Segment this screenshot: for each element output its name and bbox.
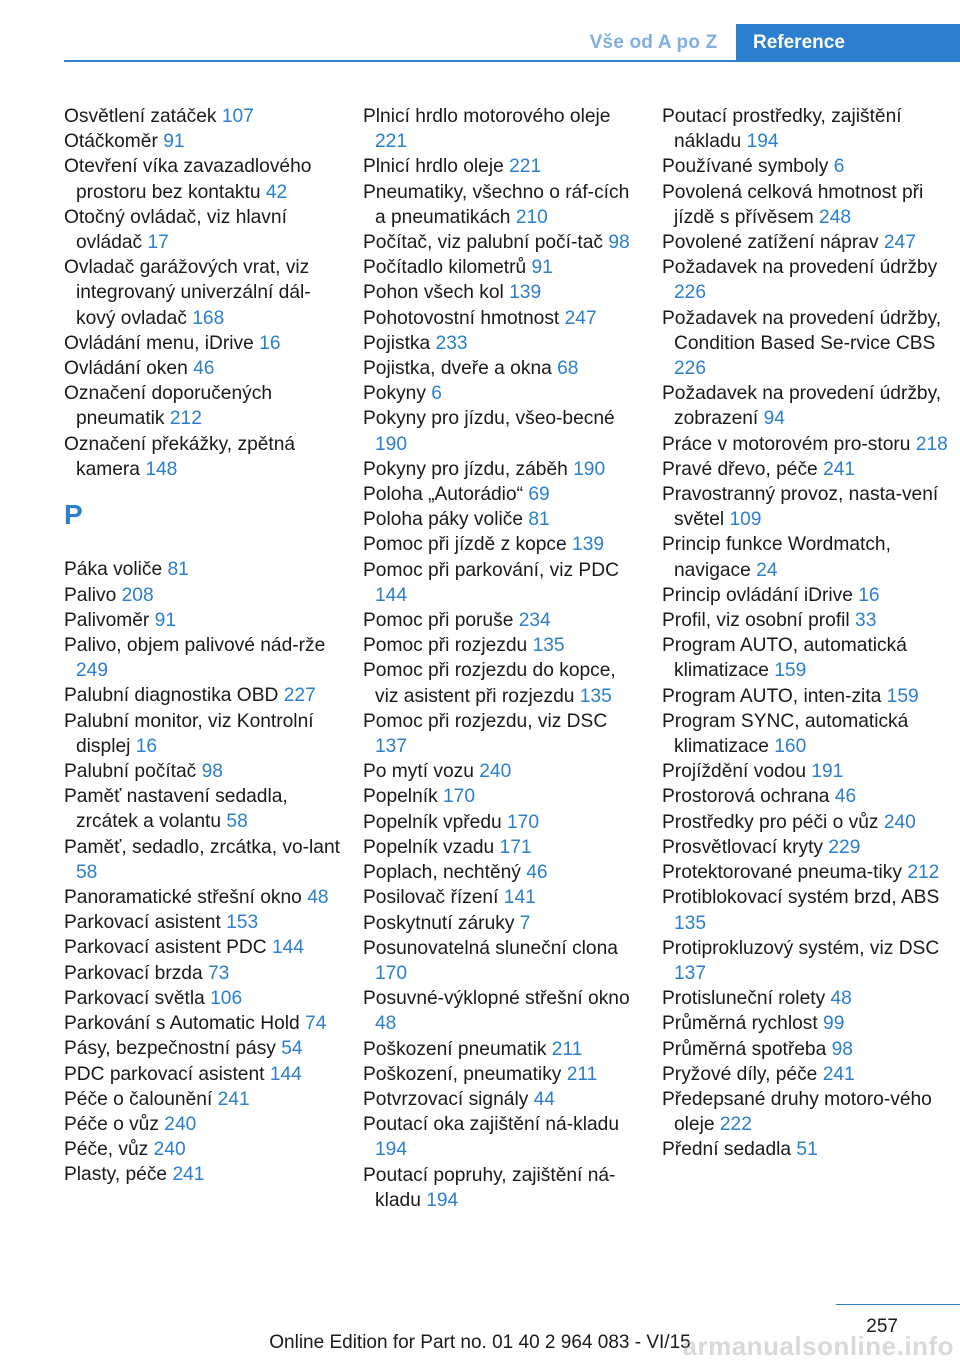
- index-term: Parkovací asistent PDC: [64, 937, 267, 959]
- index-term: Poškození pneumatik: [363, 1038, 547, 1060]
- index-entry: [363, 759, 643, 784]
- index-entry: [64, 154, 344, 204]
- index-column-2: [363, 104, 643, 1213]
- page-reference-link[interactable]: 221: [375, 131, 408, 153]
- page-reference-link[interactable]: 194: [746, 131, 779, 153]
- page-reference-link[interactable]: 91: [163, 131, 185, 153]
- index-term: Průměrná rychlost: [662, 1013, 818, 1035]
- index-entry: [662, 1011, 952, 1036]
- index-entry: [64, 1087, 344, 1112]
- page-reference-link[interactable]: 135: [579, 685, 612, 707]
- page-reference-link[interactable]: 16: [858, 584, 880, 606]
- page-reference-link[interactable]: 190: [573, 458, 606, 480]
- index-entry: [662, 230, 952, 255]
- footer-edition: Online Edition for Part no. 01 40 2 964 083 - VI/15: [269, 1332, 691, 1353]
- page-reference-link[interactable]: 141: [503, 887, 536, 909]
- index-term: Pomoc při rozjezdu do kopce, viz asistent při rozjezdu: [363, 660, 616, 707]
- index-term: Pokyny: [363, 383, 426, 405]
- index-term: Potvrzovací signály: [363, 1088, 529, 1110]
- index-term: Používané symboly: [662, 156, 829, 178]
- index-term: Ovládání menu, iDrive: [64, 332, 254, 354]
- index-entry: [363, 457, 643, 482]
- page-reference-link[interactable]: 58: [226, 811, 248, 833]
- page-reference-link[interactable]: 159: [774, 660, 807, 682]
- index-term: Otočný ovládač, viz hlavní ovládač: [64, 206, 287, 254]
- page-reference-link[interactable]: 247: [883, 232, 916, 254]
- index-entry: [64, 961, 344, 986]
- index-entry: [363, 911, 643, 936]
- page-reference-link[interactable]: 54: [281, 1038, 303, 1060]
- index-term: Pravé dřevo, péče: [662, 458, 818, 480]
- index-term: Projíždění vodou: [662, 761, 806, 783]
- index-term: Požadavek na provedení údržby, Condition Based Se‐rvice CBS: [662, 307, 942, 354]
- index-term: Posilovač řízení: [363, 887, 499, 909]
- index-entry: [64, 557, 344, 582]
- watermark: armanualsonline.info: [682, 1331, 954, 1361]
- index-entry: [363, 936, 643, 986]
- page-reference-link[interactable]: 94: [763, 408, 785, 430]
- index-term: Princip funkce Wordmatch, navigace: [662, 534, 891, 581]
- index-entry: [363, 255, 643, 280]
- index-term: Poloha páky voliče: [363, 509, 523, 531]
- index-term: Pryžové díly, péče: [662, 1063, 818, 1085]
- index-term: Pokyny pro jízdu, záběh: [363, 458, 568, 480]
- page-reference-link[interactable]: 135: [674, 912, 707, 934]
- page-reference-link[interactable]: 171: [499, 836, 532, 858]
- index-entry: [363, 784, 643, 809]
- index-term: Parkovací světla: [64, 987, 205, 1009]
- page-reference-link[interactable]: 170: [507, 811, 540, 833]
- index-entry: [363, 986, 643, 1036]
- index-term: Povolená celková hmotnost při jízdě s přívěsem: [662, 181, 924, 228]
- index-entry: [662, 835, 952, 860]
- page-reference-link[interactable]: 48: [307, 887, 329, 909]
- page-reference-link[interactable]: 98: [608, 232, 630, 254]
- index-entry: [363, 860, 643, 885]
- footer-rule: [836, 1304, 960, 1305]
- index-entry: [363, 885, 643, 910]
- index-term: Protisluneční rolety: [662, 988, 826, 1010]
- index-term: Pomoc při poruše: [363, 610, 514, 632]
- page-reference-link[interactable]: 241: [822, 1063, 855, 1085]
- index-term: Péče o čalounění: [64, 1088, 213, 1110]
- index-term: Popelník: [363, 786, 438, 808]
- page-reference-link[interactable]: 240: [883, 811, 916, 833]
- index-term: Pomoc při jízdě z kopce: [363, 534, 567, 556]
- page-reference-link[interactable]: 6: [431, 383, 442, 405]
- index-term: Pohotovostní hmotnost: [363, 307, 560, 329]
- index-term: Pomoc při rozjezdu: [363, 635, 528, 657]
- page-reference-link[interactable]: 240: [479, 761, 512, 783]
- index-term: Profil, viz osobní profil: [662, 610, 850, 632]
- index-term: Palivo: [64, 584, 117, 606]
- page-reference-link[interactable]: 51: [796, 1139, 818, 1161]
- page-reference-link[interactable]: 249: [76, 660, 109, 682]
- index-term: Pneumatiky, všechno o ráf‐cích a pneumatikách: [363, 181, 630, 228]
- page-reference-link[interactable]: 148: [145, 458, 178, 480]
- page-reference-link[interactable]: 218: [915, 433, 948, 455]
- index-entry: [363, 658, 643, 708]
- page-reference-link[interactable]: 135: [532, 635, 565, 657]
- index-term: Po mytí vozu: [363, 761, 474, 783]
- page-reference-link[interactable]: 226: [674, 358, 707, 380]
- index-term: Prostorová ochrana: [662, 786, 830, 808]
- index-term: Ovládání oken: [64, 358, 188, 380]
- page-reference-link[interactable]: 144: [375, 584, 408, 606]
- index-entry: [662, 457, 952, 482]
- index-entry: [363, 1062, 643, 1087]
- index-entry: [662, 784, 952, 809]
- page-reference-link[interactable]: 191: [811, 761, 844, 783]
- index-term: Pokyny pro jízdu, všeo‐becné: [363, 408, 615, 430]
- page-reference-link[interactable]: 81: [167, 559, 189, 581]
- index-column-3: [662, 104, 952, 1163]
- page-reference-link[interactable]: 241: [172, 1164, 205, 1186]
- page-reference-link[interactable]: 170: [375, 962, 408, 984]
- page-reference-link[interactable]: 139: [572, 534, 605, 556]
- index-term: Palubní diagnostika OBD: [64, 685, 279, 707]
- page-reference-link[interactable]: 240: [153, 1139, 186, 1161]
- page-reference-link[interactable]: 16: [259, 332, 281, 354]
- index-term: Péče, vůz: [64, 1139, 149, 1161]
- index-entry: [662, 306, 952, 382]
- page-reference-link[interactable]: 33: [855, 610, 877, 632]
- page-reference-link[interactable]: 137: [375, 736, 408, 758]
- page-reference-link[interactable]: 17: [147, 232, 169, 254]
- index-term: Paměť nastavení sedadla, zrcátek a volantu: [64, 786, 288, 833]
- index-entry: [662, 104, 952, 154]
- index-entry: [64, 255, 344, 331]
- index-entry: [363, 608, 643, 633]
- page-reference-link[interactable]: 170: [443, 786, 476, 808]
- index-entry: [662, 432, 952, 457]
- index-entry: [662, 1062, 952, 1087]
- page-reference-link[interactable]: 7: [519, 912, 531, 934]
- page-reference-link[interactable]: 241: [823, 458, 856, 480]
- index-term: Pomoc při rozjezdu, viz DSC: [363, 710, 608, 732]
- index-entry: [662, 583, 952, 608]
- page-reference-link[interactable]: 46: [193, 358, 215, 380]
- index-entry: [363, 104, 643, 154]
- index-entry: [662, 684, 952, 709]
- index-entry: [64, 1112, 344, 1137]
- index-term: Parkování s Automatic Hold: [64, 1013, 300, 1035]
- index-term: Palubní monitor, viz Kontrolní displej: [64, 710, 314, 757]
- page-reference-link[interactable]: 211: [551, 1038, 583, 1060]
- page-reference-link[interactable]: 144: [269, 1063, 302, 1085]
- index-term: Program AUTO, automatická klimatizace: [662, 635, 907, 682]
- index-entry: [363, 154, 643, 179]
- index-term: Protiprokluzový systém, viz DSC: [662, 937, 940, 959]
- index-entry: [662, 482, 952, 532]
- index-entry: [64, 1137, 344, 1162]
- index-entry: [662, 255, 952, 305]
- page-reference-link[interactable]: 212: [169, 408, 202, 430]
- page-reference-link[interactable]: 240: [164, 1113, 197, 1135]
- page-reference-link[interactable]: 153: [226, 912, 259, 934]
- index-entry: [363, 507, 643, 532]
- index-term: Plnicí hrdlo motorového oleje: [363, 106, 611, 127]
- page-reference-link[interactable]: 107: [221, 106, 254, 127]
- index-entry: [662, 381, 952, 431]
- index-entry: [662, 810, 952, 835]
- page-reference-link[interactable]: 160: [774, 736, 807, 758]
- index-term: Počítadlo kilometrů: [363, 257, 527, 279]
- page-reference-link[interactable]: 248: [819, 206, 852, 228]
- page-reference-link[interactable]: 91: [154, 609, 176, 631]
- index-term: Princip ovládání iDrive: [662, 584, 853, 606]
- page-reference-link[interactable]: 6: [833, 156, 845, 178]
- page-reference-link[interactable]: 210: [515, 206, 548, 228]
- index-term: Panoramatické střešní okno: [64, 887, 302, 909]
- page-reference-link[interactable]: 74: [305, 1013, 327, 1035]
- index-entry: [64, 885, 344, 910]
- index-entry: [363, 306, 643, 331]
- index-entry: [64, 986, 344, 1011]
- page-reference-link[interactable]: 24: [756, 559, 778, 581]
- index-term: Počítač, viz palubní počí‐tač: [363, 232, 603, 254]
- index-entry: [64, 104, 344, 129]
- index-term: Parkovací asistent: [64, 912, 221, 934]
- index-entry: [64, 381, 344, 431]
- index-term: Palivo, objem palivové nád‐rže: [64, 635, 326, 657]
- index-entry: [363, 1112, 643, 1162]
- index-term: Pásy, bezpečnostní pásy: [64, 1038, 276, 1060]
- index-term: Pohon všech kol: [363, 282, 504, 304]
- page-reference-link[interactable]: 81: [528, 509, 550, 531]
- index-term: Osvětlení zatáček: [64, 106, 217, 127]
- index-term: Označení doporučených pneumatik: [64, 383, 272, 430]
- index-entry: [363, 331, 643, 356]
- index-entry: [363, 180, 643, 230]
- index-term: Plnicí hrdlo oleje: [363, 156, 504, 178]
- page-reference-link[interactable]: 190: [375, 433, 408, 455]
- index-entry: [363, 633, 643, 658]
- page-reference-link[interactable]: 194: [375, 1139, 408, 1161]
- index-entry: [363, 709, 643, 759]
- index-entry: [64, 432, 344, 482]
- page-reference-link[interactable]: 144: [271, 937, 304, 959]
- page-reference-link[interactable]: 137: [674, 962, 707, 984]
- page-reference-link[interactable]: 16: [135, 735, 158, 757]
- index-entry: [363, 230, 643, 255]
- index-entry: [662, 180, 952, 230]
- page-reference-link[interactable]: 139: [509, 282, 542, 304]
- index-term: Požadavek na provedení údržby: [662, 257, 938, 279]
- page-reference-link[interactable]: 98: [201, 761, 223, 783]
- page-reference-link[interactable]: 222: [719, 1114, 752, 1136]
- page-reference-link[interactable]: 99: [823, 1013, 845, 1035]
- index-entry: [363, 810, 643, 835]
- chapter-tab-reference[interactable]: Reference: [736, 24, 960, 62]
- index-entry: [64, 910, 344, 935]
- index-entry: [363, 1087, 643, 1112]
- index-entry: [363, 482, 643, 507]
- index-entry: [363, 1037, 643, 1062]
- index-entry: [64, 583, 344, 608]
- page-reference-link[interactable]: 91: [531, 257, 553, 279]
- index-entry: [662, 1137, 952, 1162]
- index-term: Protektorované pneuma‐tiky: [662, 862, 902, 884]
- index-term: Poloha „Autorádio“: [363, 484, 523, 506]
- index-term: Poutací oka zajištění ná‐kladu: [363, 1114, 619, 1136]
- index-entry: [662, 1037, 952, 1062]
- index-entry: [64, 129, 344, 154]
- index-term: Ovladač garážových vrat, viz integrovaný univerzální dál‐kový ovladač: [64, 257, 311, 329]
- index-term: Pravostranný provoz, nasta‐vení světel: [662, 484, 939, 531]
- index-entry: [662, 532, 952, 582]
- index-entry: [363, 558, 643, 608]
- page-reference-link[interactable]: 227: [283, 685, 316, 707]
- page-reference-link[interactable]: 168: [192, 307, 225, 329]
- page-reference-link[interactable]: 221: [509, 156, 542, 178]
- index-entry: [363, 356, 643, 381]
- page-number: 257: [866, 1316, 898, 1337]
- index-term: Průměrná spotřeba: [662, 1038, 827, 1060]
- page-reference-link[interactable]: 58: [76, 861, 98, 883]
- index-entry: [662, 709, 952, 759]
- index-term: Protiblokovací systém brzd, ABS: [662, 887, 940, 909]
- index-term: Označení překážky, zpětná kamera: [64, 433, 296, 480]
- index-term: PDC parkovací asistent: [64, 1063, 265, 1085]
- index-term: Pojistka: [363, 332, 431, 354]
- index-entry: [662, 885, 952, 935]
- index-entry: [662, 154, 952, 179]
- page-reference-link[interactable]: 73: [208, 962, 230, 984]
- page-reference-link[interactable]: 194: [426, 1189, 459, 1211]
- index-term: Poutací popruhy, zajištění ná‐kladu: [363, 1164, 616, 1211]
- index-term: Péče o vůz: [64, 1113, 159, 1135]
- index-entry: [662, 936, 952, 986]
- page-reference-link[interactable]: 159: [886, 685, 919, 707]
- index-entry: [363, 1163, 643, 1213]
- index-entry: [64, 356, 344, 381]
- index-entry: [662, 1087, 952, 1137]
- index-term: Práce v motorovém pro‐storu: [662, 433, 911, 455]
- index-term: Otevření víka zavazadlového prostoru bez kontaktu: [64, 156, 312, 203]
- section-tab[interactable]: Vše od A po Z: [589, 32, 718, 53]
- index-entry: [64, 205, 344, 255]
- index-entry: [64, 1062, 344, 1087]
- index-term: Otáčkoměr: [64, 131, 158, 153]
- index-term: Přední sedadla: [662, 1139, 792, 1161]
- page-reference-link[interactable]: 212: [907, 862, 940, 884]
- index-term: Poskytnutí záruky: [363, 912, 515, 934]
- index-entry: [363, 532, 643, 557]
- page-reference-link[interactable]: 233: [435, 332, 468, 354]
- index-entry: [662, 860, 952, 885]
- page-reference-link[interactable]: 44: [533, 1088, 555, 1110]
- page-reference-link[interactable]: 247: [564, 307, 597, 329]
- page-reference-link[interactable]: 46: [526, 862, 548, 884]
- index-entry: [363, 280, 643, 305]
- index-term: Prosvětlovací kryty: [662, 836, 824, 858]
- index-term: Plasty, péče: [64, 1164, 168, 1186]
- index-entry: [64, 608, 344, 633]
- page-reference-link[interactable]: 208: [121, 584, 154, 606]
- index-term: Parkovací brzda: [64, 962, 203, 984]
- index-entry: [662, 608, 952, 633]
- page-reference-link[interactable]: 229: [828, 836, 861, 858]
- index-entry: [363, 406, 643, 456]
- index-term: Paměť, sedadlo, zrcátka, vo‐lant: [64, 836, 340, 858]
- index-term: Poplach, nechtěný: [363, 862, 521, 884]
- index-term: Poškození, pneumatiky: [363, 1063, 562, 1085]
- index-column-1: [64, 104, 344, 1188]
- page-reference-link[interactable]: 109: [729, 509, 762, 531]
- index-term: Požadavek na provedení údržby, zobrazení: [662, 383, 942, 430]
- index-term: Poutací prostředky, zajištění nákladu: [662, 106, 902, 153]
- page-reference-link[interactable]: 69: [528, 484, 550, 506]
- page-reference-link[interactable]: 234: [518, 610, 551, 632]
- page-reference-link[interactable]: 226: [674, 282, 707, 304]
- page-reference-link[interactable]: 98: [831, 1038, 853, 1060]
- page-reference-link[interactable]: 42: [265, 181, 288, 203]
- index-term: Palivoměr: [64, 609, 150, 631]
- index-entry: [64, 835, 344, 885]
- page-reference-link[interactable]: 106: [210, 987, 243, 1009]
- index-entry: [64, 759, 344, 784]
- index-entry: [64, 331, 344, 356]
- index-entry: [64, 1011, 344, 1036]
- index-term: Popelník vzadu: [363, 836, 495, 858]
- page-reference-link[interactable]: 211: [566, 1063, 598, 1085]
- page-reference-link[interactable]: 241: [217, 1088, 250, 1110]
- index-term: Povolené zatížení náprav: [662, 232, 879, 254]
- index-term: Popelník vpředu: [363, 811, 502, 833]
- index-entry: [64, 633, 344, 683]
- index-term: Program AUTO, inten‐zita: [662, 685, 882, 707]
- index-entry: [64, 683, 344, 708]
- index-entry: [64, 1162, 344, 1187]
- index-entry: [64, 709, 344, 759]
- index-entry: [64, 784, 344, 834]
- index-entry: [64, 1036, 344, 1061]
- index-term: Pojistka, dveře a okna: [363, 358, 552, 380]
- index-term: Posuvné-výklopné střešní okno: [363, 988, 630, 1010]
- page-reference-link[interactable]: 48: [830, 988, 852, 1010]
- page-reference-link[interactable]: 48: [375, 1013, 397, 1035]
- index-term: Program SYNC, automatická klimatizace: [662, 710, 909, 758]
- index-entry: [662, 759, 952, 784]
- index-entry: [64, 935, 344, 960]
- index-entry: [363, 381, 643, 406]
- index-term: Páka voliče: [64, 559, 163, 581]
- index-term: Palubní počítač: [64, 761, 197, 783]
- index-term: Předepsané druhy motoro‐vého oleje: [662, 1088, 932, 1136]
- index-entry: [662, 986, 952, 1011]
- index-term: Prostředky pro péči o vůz: [662, 811, 879, 833]
- index-letter-heading: P: [64, 499, 83, 531]
- index-term: Pomoc při parkování, viz PDC: [363, 559, 619, 581]
- page-reference-link[interactable]: 68: [557, 358, 579, 380]
- page-reference-link[interactable]: 46: [834, 786, 857, 808]
- index-term: Posunovatelná sluneční clona: [363, 937, 618, 959]
- index-entry: [662, 633, 952, 683]
- index-entry: [363, 835, 643, 860]
